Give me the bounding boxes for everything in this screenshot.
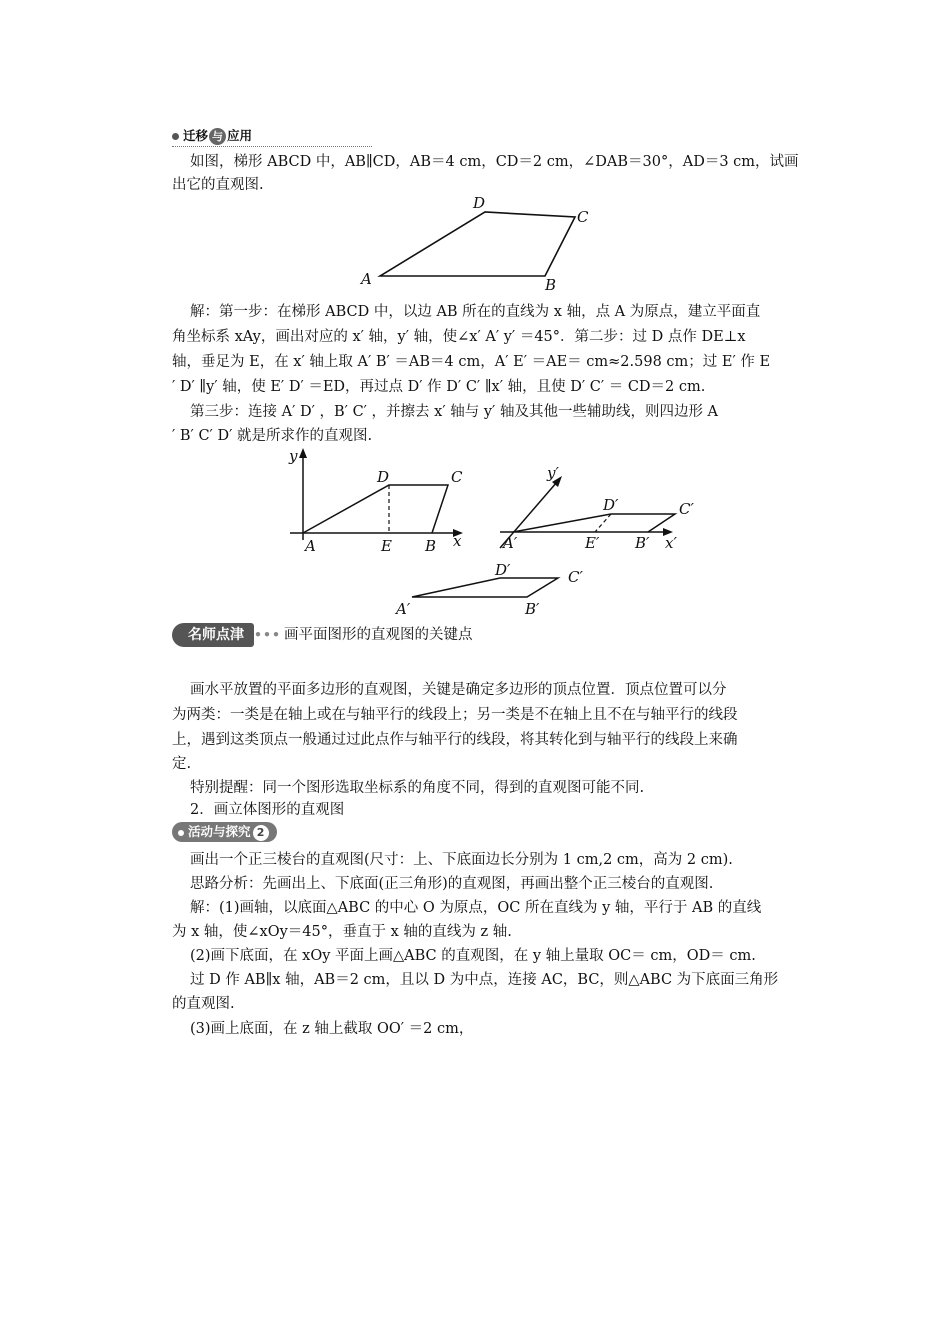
oblique-axes-figure [495, 462, 710, 554]
activity-line: 过 D 作 AB∥x 轴，AB＝2 cm，且以 D 为中点，连接 AC，BC，则△ABC 为下底面三角形 [190, 972, 779, 988]
label-A: A [305, 537, 316, 555]
label-B: B [425, 537, 437, 555]
header-circle-glyph: 与 [209, 128, 226, 145]
section-title: 2．画立体图形的直观图 [190, 802, 345, 818]
label-y-prime: y′ [547, 464, 559, 482]
bullet-dot-icon [178, 830, 184, 836]
intuitive-trapezoid-outline [513, 514, 675, 532]
label-C: C [577, 208, 589, 226]
label-A: A [361, 270, 372, 288]
activity-line: 思路分析：先画出上、下底面(正三角形)的直观图，再画出整个正三棱台的直观图. [190, 876, 714, 892]
bullet-dot-icon [172, 133, 179, 140]
label-A-prime: A′ [503, 534, 518, 552]
header-title: 画平面图形的直观图的关键点 [283, 627, 473, 643]
label-B-prime: B′ [525, 600, 540, 618]
header-pill: 名师点津 [172, 623, 254, 647]
intro-line: 如图，梯形 ABCD 中，AB∥CD，AB＝4 cm，CD＝2 cm，∠DAB＝30°，AD＝3 cm，试画 [190, 154, 799, 170]
header-dots: ••• [254, 627, 281, 642]
y-arrow-icon [299, 448, 307, 458]
label-C: C [451, 468, 463, 486]
key-point-line: 画水平放置的平面多边形的直观图，关键是确定多边形的顶点位置．顶点位置可以分 [190, 682, 727, 698]
key-point-line: 上，遇到这类顶点一般通过过此点作与轴平行的线段，将其转化到与轴平行的线段上来确 [172, 732, 738, 748]
solution-line: ′ B′ C′ D′ 就是所求作的直观图. [172, 428, 373, 444]
section-header-transfer-apply [172, 126, 372, 147]
header-text-pre: 迁移 [183, 128, 209, 143]
label-C-prime: C′ [568, 568, 583, 586]
solution-line: 解：第一步：在梯形 ABCD 中，以边 AB 所在的直线为 x 轴，点 A 为原点，建立平面直 [190, 304, 761, 320]
activity-line: 画出一个正三棱台的直观图(尺寸：上、下底面边长分别为 1 cm,2 cm，高为 2 cm). [190, 852, 733, 868]
label-D-prime: D′ [495, 561, 511, 579]
trapezoid-figure [355, 192, 595, 292]
intro-line: 出它的直观图. [172, 177, 264, 193]
solution-line: 第三步：连接 A′ D′ ，B′ C′ ，并擦去 x′ 轴与 y′ 轴及其他一些辅助线，则四边形 A [190, 404, 719, 420]
solution-line: ′ D′ ∥y′ 轴，使 E′ D′ ＝ED，再过点 D′ 作 D′ C′ ∥x′ 轴，且使 D′ C′ ＝ CD＝2 cm. [172, 379, 706, 395]
header-label: 活动与探究 [188, 824, 251, 839]
label-B-prime: B′ [635, 534, 650, 552]
label-y: y [289, 447, 298, 465]
final-trapezoid-shape [412, 578, 558, 597]
section-header-activity [172, 822, 277, 842]
key-point-line: 定. [172, 756, 192, 772]
activity-line: 解：(1)画轴，以底面△ABC 的中心 O 为原点，OC 所在直线为 y 轴，平行于 AB 的直线 [190, 900, 762, 916]
label-E-prime: E′ [585, 534, 600, 552]
label-x: x [453, 532, 462, 550]
trapezoid-outline [303, 485, 448, 533]
label-D-prime: D′ [603, 496, 619, 514]
coordinate-figure [285, 445, 475, 555]
activity-line: (3)画上底面，在 z 轴上截取 OO′ ＝2 cm， [190, 1021, 474, 1037]
label-A-prime: A′ [396, 600, 411, 618]
reminder-line: 特别提醒：同一个图形选取坐标系的角度不同，得到的直观图可能不同. [190, 780, 645, 796]
label-E: E [381, 537, 392, 555]
header-text-post: 应用 [227, 128, 253, 143]
label-B: B [545, 276, 557, 292]
activity-line: (2)画下底面，在 xOy 平面上画△ABC 的直观图，在 y 轴上量取 OC＝ cm，OD＝ cm. [190, 948, 756, 964]
label-x-prime: x′ [665, 534, 677, 552]
solution-line: 角坐标系 xAy，画出对应的 x′ 轴，y′ 轴，使∠x′ A′ y′ ＝45°．第二步：过 D 点作 DE⊥x [172, 329, 746, 345]
activity-line: 为 x 轴，使∠xOy＝45°，垂直于 x 轴的直线为 z 轴. [172, 924, 512, 940]
final-intuitive-figure [390, 560, 600, 620]
header-number: 2 [253, 825, 269, 841]
trapezoid-shape [380, 212, 575, 276]
section-header-teacher-tips [172, 623, 472, 647]
key-point-line: 为两类：一类是在轴上或在与轴平行的线段上；另一类是不在轴上且不在与轴平行的线段 [172, 707, 738, 723]
solution-line: 轴，垂足为 E，在 x′ 轴上取 A′ B′ ＝AB＝4 cm，A′ E′ ＝AE＝ cm≈2.598 cm；过 E′ 作 E [172, 354, 771, 370]
activity-line: 的直观图. [172, 996, 235, 1012]
label-D: D [473, 194, 486, 212]
label-D: D [377, 468, 390, 486]
label-C-prime: C′ [679, 500, 694, 518]
